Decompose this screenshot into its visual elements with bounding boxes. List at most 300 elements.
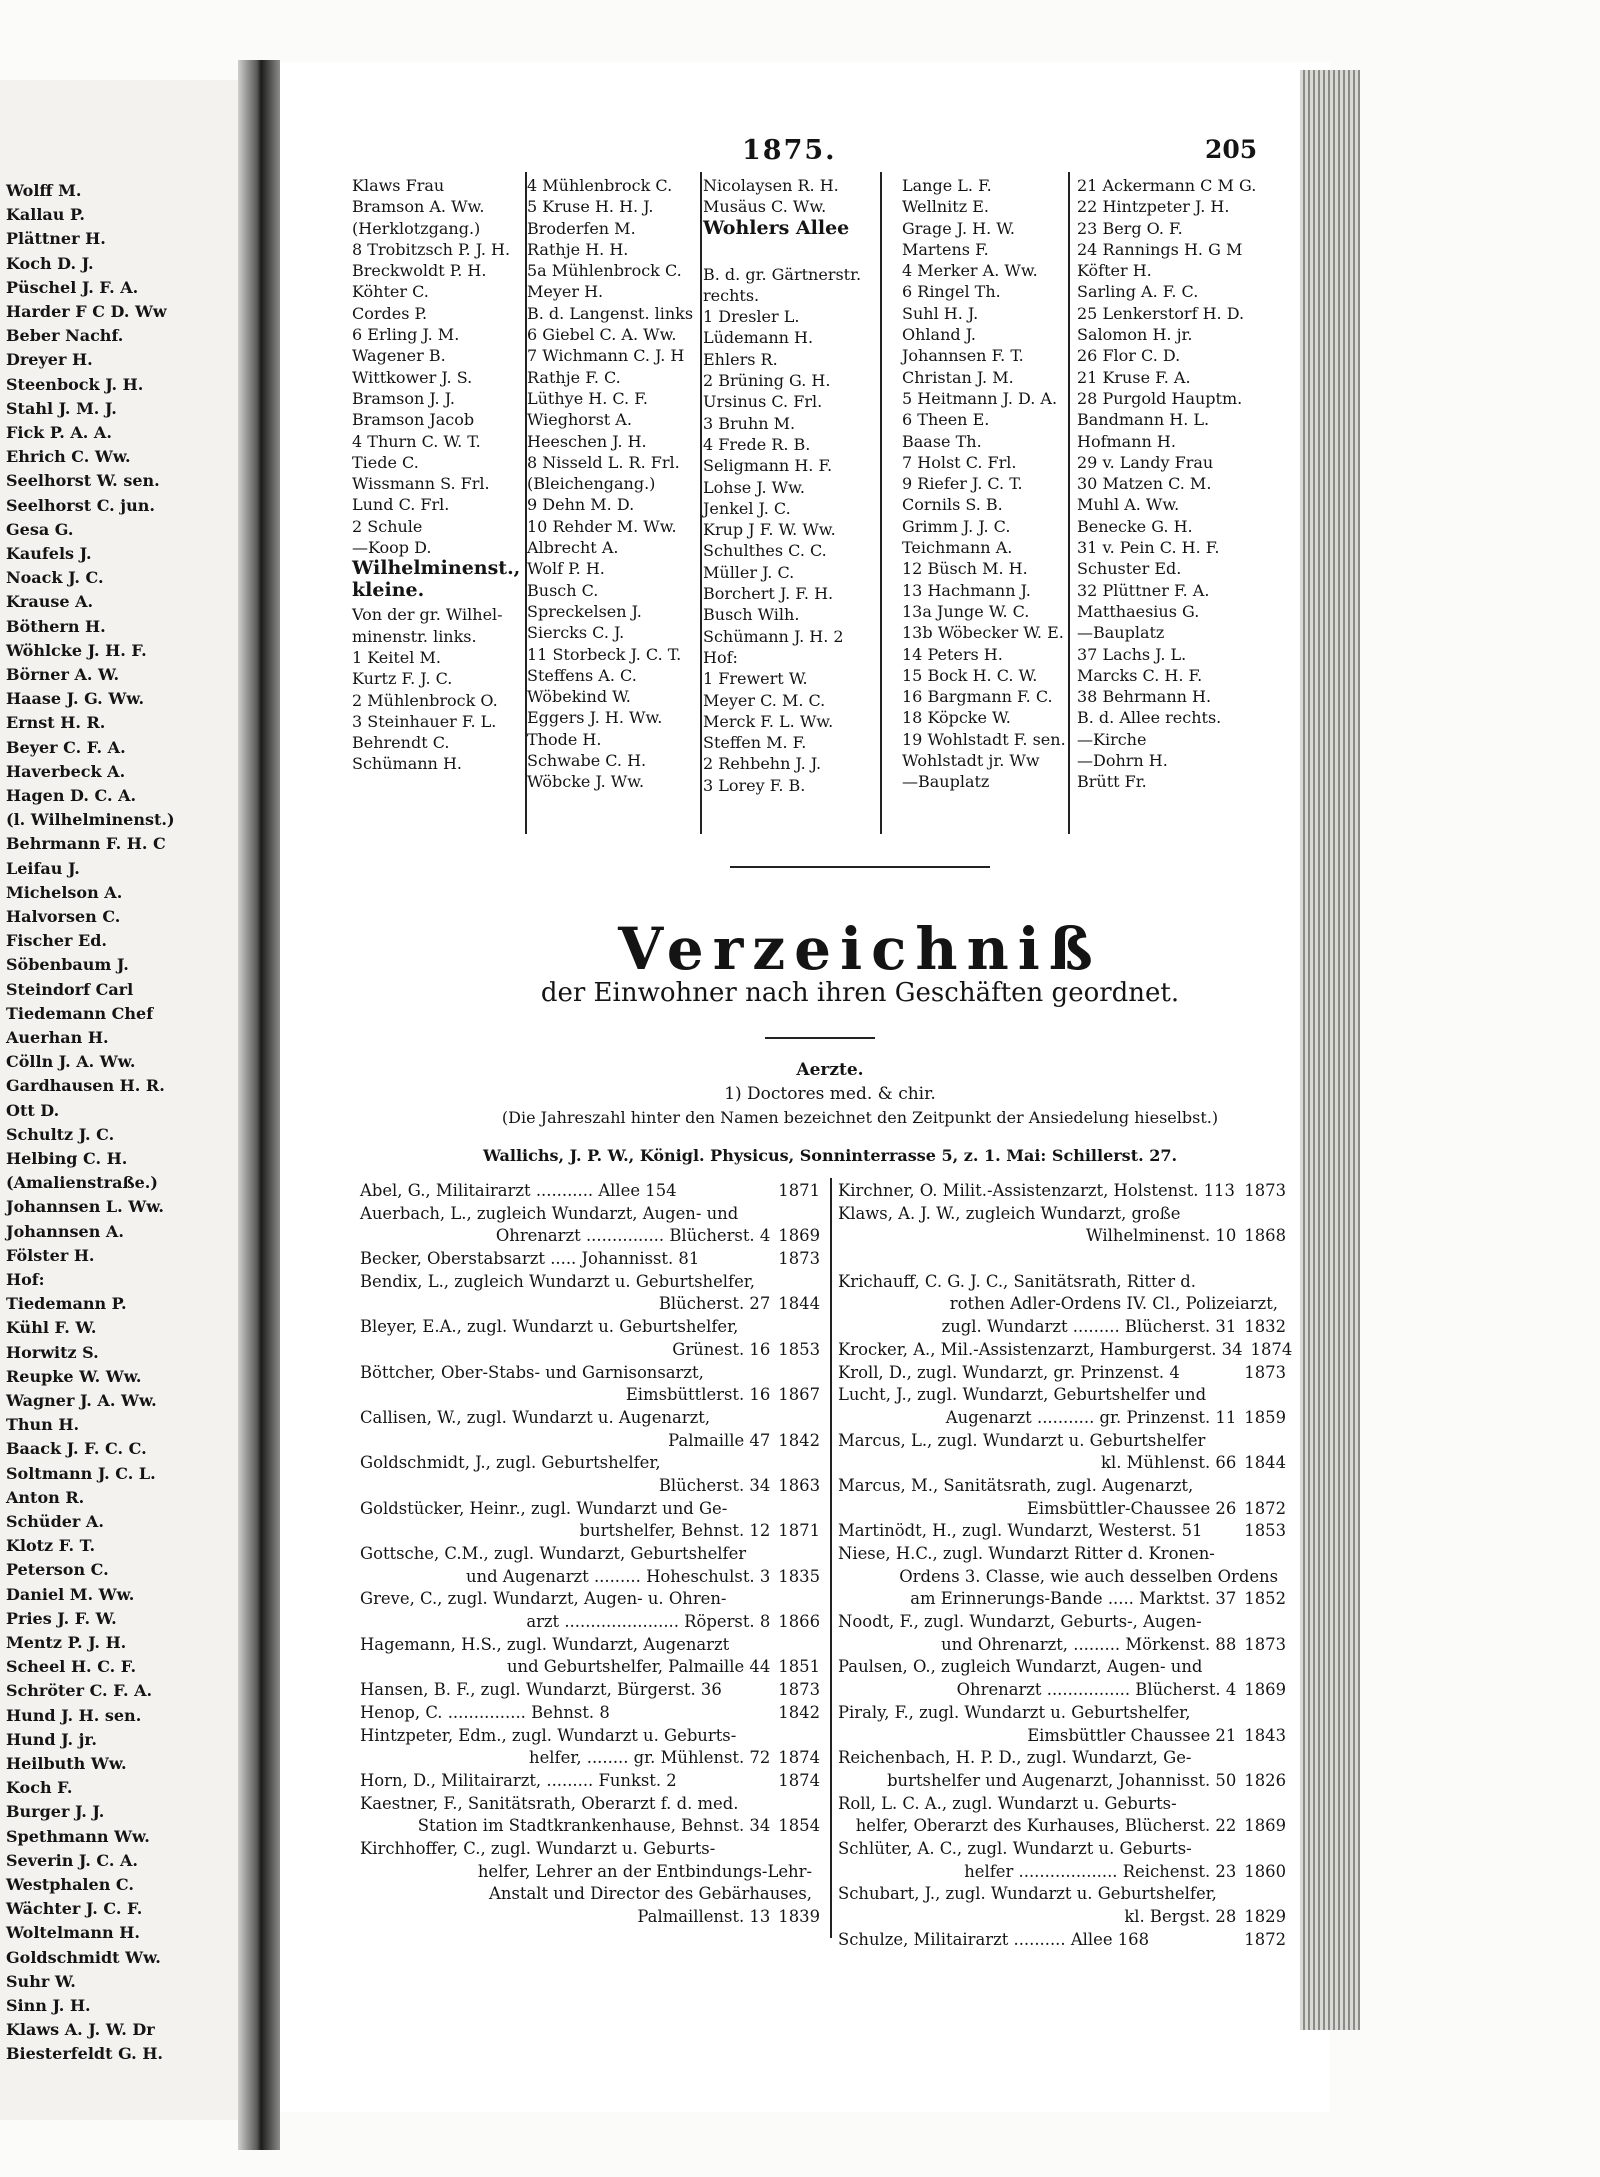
physician-entry-text: Schlüter, A. C., zugl. Wundarzt u. Geburts-: [838, 1838, 1192, 1858]
left-page-line: Leifau J.: [6, 858, 80, 878]
page-year: 1875.: [742, 135, 837, 166]
physician-entry-text: Böttcher, Ober-Stabs- und Garnisonsarzt,: [360, 1362, 704, 1382]
left-page-line: Schultz J. C.: [6, 1124, 115, 1144]
resident-entry: Wieghorst A.: [527, 410, 632, 430]
physician-entry: [838, 1271, 1286, 1294]
resident-entry: Marcks C. H. F.: [1077, 665, 1203, 685]
resident-entry: —Dohrn H.: [1077, 751, 1168, 771]
resident-entry: Seligmann H. F.: [703, 456, 833, 476]
left-page-line: Hagen D. C. A.: [6, 786, 137, 805]
left-page-line: Beyer C. F. A.: [6, 737, 126, 757]
physician-list-left: [360, 1180, 820, 1929]
resident-entry: Von der gr. Wilhel-: [352, 605, 503, 625]
physician-entry-text: Grünest. 16: [672, 1339, 771, 1359]
resident-entry: Hofmann H.: [1077, 431, 1176, 451]
physician-entry-text: helfer, Lehrer an der Entbindungs-Lehr-: [477, 1861, 812, 1881]
physician-entry: [838, 1498, 1286, 1521]
settlement-year: 1844: [1244, 1453, 1286, 1473]
resident-entry: Meyer C. M. C.: [703, 690, 826, 710]
physician-entry-text: Greve, C., zugl. Wundarzt, Augen- u. Ohren-: [360, 1589, 727, 1609]
left-page-line: Heilbuth Ww.: [6, 1754, 127, 1773]
physician-entry-text: Goldschmidt, J., zugl. Geburtshelfer,: [360, 1453, 661, 1473]
physician-entry-text: arzt ...................... Röperst. 8: [526, 1612, 771, 1632]
physician-entry: [360, 1520, 820, 1543]
physician-entry: [360, 1838, 820, 1861]
left-page-line: (Amalienstraße.): [6, 1173, 158, 1193]
resident-entry: 18 Köpcke W.: [902, 708, 1011, 728]
physician-entry: [360, 1248, 820, 1271]
left-page-line: Steenbock J. H.: [6, 374, 144, 394]
directory-column-4: [902, 175, 1066, 793]
physician-entry: [360, 1339, 820, 1362]
left-page-line: Pries J. F. W.: [6, 1608, 117, 1628]
settlement-year: 1874: [778, 1770, 820, 1790]
settlement-year: 1873: [1244, 1634, 1286, 1654]
resident-entry: Wellnitz E.: [902, 197, 989, 217]
resident-entry: Ursinus C. Frl.: [703, 392, 823, 412]
physician-entry-text: Hansen, B. F., zugl. Wundarzt, Bürgerst. 36: [360, 1680, 722, 1700]
left-page-line: Wöhlcke J. H. F.: [6, 640, 147, 660]
resident-entry: 6 Erling J. M.: [352, 325, 460, 345]
resident-entry: Schümann H.: [352, 754, 462, 774]
resident-entry: Benecke G. H.: [1077, 516, 1193, 536]
resident-entry: minenstr. links.: [352, 626, 477, 646]
resident-entry: Muhl A. Ww.: [1077, 495, 1180, 515]
physician-entry-text: am Erinnerungs-Bande ..... Marktst. 37: [910, 1589, 1237, 1609]
physician-entry: [838, 1725, 1286, 1748]
physician-entry: [360, 1384, 820, 1407]
physician-entry-text: Ordens 3. Classe, wie auch desselben Ordens: [899, 1566, 1278, 1586]
left-page-line: Severin J. C. A.: [6, 1850, 138, 1870]
resident-entry: Albrecht A.: [527, 538, 619, 558]
left-page-line: Fischer Ed.: [6, 931, 107, 951]
resident-entry: 2 Mühlenbrock O.: [352, 690, 498, 710]
directory-column-3: [703, 175, 868, 796]
physician-entry-text: burtshelfer, Behnst. 12: [579, 1521, 771, 1541]
left-page-line: Fölster H.: [6, 1245, 95, 1265]
settlement-year: 1871: [778, 1181, 820, 1200]
physician-entry: [838, 1634, 1286, 1657]
physician-entry-text: Station im Stadtkrankenhause, Behnst. 34: [417, 1816, 771, 1836]
physician-entry-text: helfer, Oberarzt des Kurhauses, Blücherst. 22: [855, 1816, 1237, 1836]
physician-entry-text: burtshelfer und Augenarzt, Johannisst. 50: [887, 1770, 1237, 1790]
resident-entry: Lange L. F.: [902, 176, 992, 195]
settlement-year: 1842: [778, 1702, 820, 1722]
resident-entry: 9 Riefer J. C. T.: [902, 474, 1023, 494]
resident-entry: 21 Kruse F. A.: [1077, 367, 1191, 387]
left-page-line: Auerhan H.: [6, 1028, 109, 1047]
directory-column-2: [527, 175, 693, 793]
resident-entry: —Bauplatz: [902, 772, 990, 792]
resident-entry: Martens F.: [902, 239, 989, 259]
left-page-line: Noack J. C.: [6, 568, 104, 588]
physician-entry-text: Marcus, M., Sanitätsrath, zugl. Augenarzt,: [838, 1475, 1194, 1495]
section-note: (Die Jahreszahl hinter den Namen bezeichnet den Zeitpunkt der Ansiedelung hieselbst.): [501, 1108, 1219, 1127]
resident-entry: 5 Kruse H. H. J.: [527, 197, 654, 217]
left-page-line: Ott D.: [6, 1100, 60, 1120]
resident-entry: 38 Behrmann H.: [1077, 687, 1212, 707]
resident-entry: Kurtz F. J. C.: [352, 669, 453, 689]
column-rule: [830, 1178, 832, 1938]
resident-entry: Schuster Ed.: [1077, 559, 1182, 579]
resident-entry: Spreckelsen J.: [527, 601, 642, 621]
resident-entry: Behrendt C.: [352, 733, 450, 753]
physician-entry-text: und Augenarzt ......... Hoheschulst. 3: [465, 1566, 771, 1586]
section-rule: [730, 866, 990, 868]
section-subheading: 1) Doctores med. & chir.: [724, 1084, 936, 1104]
left-page-line: Wächter J. C. F.: [6, 1899, 143, 1919]
physician-entry: [360, 1362, 820, 1385]
settlement-year: 1874: [778, 1748, 820, 1768]
resident-entry: Klaws Frau: [352, 176, 445, 195]
resident-entry: 4 Thurn C. W. T.: [352, 431, 481, 451]
resident-entry: 19 Wohlstadt F. sen.: [902, 729, 1066, 749]
resident-entry: Köfter H.: [1077, 261, 1152, 281]
left-page-line: Seelhorst W. sen.: [6, 471, 160, 491]
resident-entry: Christan J. M.: [902, 367, 1014, 387]
physician-entry-text: Becker, Oberstabsarzt ..... Johannisst. 81: [360, 1249, 700, 1269]
physician-entry-text: Kirchhoffer, C., zugl. Wundarzt u. Geburts-: [360, 1838, 716, 1858]
physician-entry: [838, 1861, 1286, 1884]
physician-entry-text: Ohrenarzt ............... Blücherst. 4: [495, 1226, 771, 1246]
resident-entry: (Bleichengang.): [527, 474, 656, 494]
left-page-line: (l. Wilhelminenst.): [6, 810, 175, 830]
resident-entry: Köhter C.: [352, 282, 429, 302]
featured-entry: Wallichs, J. P. W., Königl. Physicus, Sonninterrasse 5, z. 1. Mai: Schillerst. 27.: [482, 1146, 1178, 1165]
resident-entry: 15 Bock H. C. W.: [902, 665, 1038, 685]
physician-entry: [360, 1793, 820, 1816]
resident-entry: Tiede C.: [352, 452, 419, 472]
resident-entry: 7 Holst C. Frl.: [902, 452, 1017, 472]
resident-entry: Steffens A. C.: [527, 665, 637, 685]
physician-entry: [360, 1203, 820, 1226]
settlement-year: 1873: [1244, 1181, 1286, 1200]
resident-entry: B. d. gr. Gärtnerstr.: [703, 264, 862, 284]
resident-entry: —Kirche: [1077, 729, 1147, 749]
resident-entry: Schwabe C. H.: [527, 751, 647, 771]
physician-entry-text: Hagemann, H.S., zugl. Wundarzt, Augenarzt: [360, 1634, 730, 1654]
physician-entry: [838, 1203, 1286, 1226]
resident-entry: 11 Storbeck J. C. T.: [527, 644, 682, 664]
left-page-line: Daniel M. Ww.: [6, 1584, 135, 1604]
physician-entry: [360, 1883, 820, 1906]
physician-entry: [838, 1838, 1286, 1861]
physician-entry: [838, 1293, 1286, 1316]
directory-column-5: [1077, 175, 1256, 793]
left-page-line: Beber Nachf.: [6, 326, 124, 346]
resident-entry: Nicolaysen R. H.: [703, 176, 839, 195]
physician-entry-text: helfer, ........ gr. Mühlenst. 72: [529, 1748, 771, 1768]
settlement-year: 1867: [778, 1385, 820, 1405]
left-page-line: Hund J. jr.: [6, 1729, 97, 1749]
physician-entry: [838, 1883, 1286, 1906]
left-page-line: Harder F C D. Ww: [6, 302, 167, 321]
left-page-line: Peterson C.: [6, 1560, 109, 1580]
physician-entry-text: Palmaille 47: [668, 1430, 771, 1450]
resident-entry: (Herklotzgang.): [352, 218, 481, 238]
physician-entry: [838, 1906, 1286, 1929]
left-page-line: Helbing C. H.: [6, 1149, 128, 1168]
left-page-line: Wolff M.: [6, 181, 82, 200]
physician-entry: [838, 1770, 1286, 1793]
left-page-line: Halvorsen C.: [6, 907, 121, 926]
physician-entry: [838, 1407, 1286, 1430]
resident-entry: 3 Steinhauer F. L.: [352, 711, 497, 731]
resident-entry: Jenkel J. C.: [703, 498, 791, 518]
resident-entry: 8 Nisseld L. R. Frl.: [527, 452, 680, 472]
left-page-line: Kallau P.: [6, 205, 85, 225]
settlement-year: 1844: [778, 1294, 820, 1314]
resident-entry: Wissmann S. Frl.: [352, 474, 490, 494]
settlement-year: 1839: [778, 1907, 820, 1926]
column-rule: [525, 172, 527, 834]
settlement-year: 1826: [1244, 1770, 1286, 1790]
resident-entry: Schümann J. H. 2: [703, 626, 844, 646]
settlement-year: 1873: [778, 1249, 820, 1269]
physician-entry: [838, 1180, 1286, 1203]
title-rule: [765, 1037, 875, 1039]
resident-entry: 25 Lenkerstorf H. D.: [1077, 303, 1245, 323]
physician-entry-text: Auerbach, L., zugleich Wundarzt, Augen- und: [360, 1203, 739, 1223]
left-page-line: Spethmann Ww.: [6, 1826, 150, 1846]
physician-entry: [360, 1316, 820, 1339]
physician-entry: [360, 1815, 820, 1838]
resident-entry: Grimm J. J. C.: [902, 516, 1011, 536]
resident-entry: Steffen M. F.: [703, 733, 807, 753]
resident-entry: Wittkower J. S.: [352, 367, 473, 387]
resident-entry: 28 Purgold Hauptm.: [1077, 388, 1243, 408]
resident-entry: 6 Theen E.: [902, 410, 990, 430]
physician-entry: [360, 1566, 820, 1589]
directory-column-1: [352, 175, 521, 775]
left-page-line: Cölln J. A. Ww.: [6, 1052, 136, 1072]
street-heading: Wilhelminenst., kleine.: [352, 557, 521, 601]
resident-entry: 24 Rannings H. G M: [1077, 239, 1243, 259]
physician-entry-text: Gottsche, C.M., zugl. Wundarzt, Geburtshelfer: [360, 1544, 747, 1563]
section-heading: Aerzte.: [796, 1060, 864, 1080]
resident-entry: 1 Frewert W.: [703, 669, 808, 689]
physician-entry: [838, 1452, 1286, 1475]
left-page-line: Behrmann F. H. C: [6, 834, 166, 854]
physician-entry-text: Wilhelminenst. 10: [1085, 1226, 1237, 1246]
left-page-line: Reupke W. Ww.: [6, 1366, 142, 1386]
column-rule: [880, 172, 882, 834]
left-page-line: Mentz P. J. H.: [6, 1633, 127, 1652]
physician-entry: [838, 1384, 1286, 1407]
physician-entry-text: Callisen, W., zugl. Wundarzt u. Augenarzt,: [360, 1407, 711, 1427]
physician-entry: [360, 1293, 820, 1316]
left-page: [0, 80, 255, 2120]
page-subtitle: der Einwohner nach ihren Geschäften geordnet.: [540, 978, 1180, 1008]
physician-entry-text: Eimsbüttlerst. 16: [625, 1385, 771, 1405]
physician-entry: [838, 1430, 1286, 1453]
resident-entry: 32 Plüttner F. A.: [1077, 580, 1210, 600]
left-page-line: Klaws A. J. W. Dr: [6, 2020, 155, 2040]
resident-entry: 3 Bruhn M.: [703, 413, 796, 433]
physician-entry-text: Hintzpeter, Edm., zugl. Wundarzt u. Geburts-: [360, 1725, 737, 1745]
physician-entry: [360, 1634, 820, 1657]
resident-entry: 30 Matzen C. M.: [1077, 474, 1212, 494]
resident-entry: Matthaesius G.: [1077, 601, 1200, 621]
resident-entry: 4 Mühlenbrock C.: [527, 176, 673, 195]
physician-entry-text: Reichenbach, H. P. D., zugl. Wundarzt, Ge-: [838, 1748, 1192, 1768]
physician-entry-text: Anstalt und Director des Gebärhauses,: [489, 1884, 812, 1904]
left-page-line: Baack J. F. C. C.: [6, 1439, 147, 1459]
resident-entry: 9 Dehn M. D.: [527, 495, 635, 515]
resident-entry: Busch C.: [527, 580, 599, 600]
physician-entry-text: Lucht, J., zugl. Wundarzt, Geburtshelfer und: [838, 1385, 1207, 1405]
left-page-line: Böthern H.: [6, 616, 106, 636]
left-page-line: Plättner H.: [6, 229, 106, 249]
resident-entry: Meyer H.: [527, 282, 604, 302]
left-page-line: Ernst H. R.: [6, 713, 106, 733]
physician-entry: [360, 1702, 820, 1725]
left-page-line: Westphalen C.: [6, 1875, 134, 1894]
physician-entry-text: kl. Mühlenst. 66: [1101, 1453, 1237, 1473]
left-page-line: Kühl F. W.: [6, 1318, 97, 1338]
left-page-line: Suhr W.: [6, 1971, 76, 1991]
resident-entry: 21 Ackermann C M G.: [1077, 176, 1257, 195]
physician-list-right: [838, 1180, 1293, 1951]
resident-entry: Wöbekind W.: [527, 687, 631, 707]
settlement-year: 1832: [1244, 1317, 1286, 1337]
physician-entry: [838, 1339, 1293, 1362]
left-page-line: Püschel J. F. A.: [6, 277, 139, 297]
physician-entry-text: Augenarzt ........... gr. Prinzenst. 11: [945, 1407, 1237, 1427]
left-page-line: Johannsen A.: [6, 1221, 124, 1241]
physician-entry: [838, 1225, 1286, 1248]
resident-entry: Bandmann H. L.: [1077, 410, 1210, 430]
resident-entry: Thode H.: [527, 729, 602, 749]
resident-entry: 2 Brüning G. H.: [703, 371, 831, 391]
physician-entry-text: Martinödt, H., zugl. Wundarzt, Westerst. 51: [838, 1521, 1203, 1541]
left-page-line: Burger J. J.: [6, 1802, 105, 1822]
settlement-year: 1854: [778, 1816, 820, 1836]
settlement-year: 1829: [1244, 1907, 1286, 1926]
physician-entry: [360, 1679, 820, 1702]
resident-entry: 2 Rehbehn J. J.: [703, 754, 822, 774]
physician-entry-text: Goldstücker, Heinr., zugl. Wundarzt und Ge-: [360, 1498, 728, 1518]
physician-entry: [838, 1679, 1286, 1702]
physician-entry: [360, 1225, 820, 1248]
left-page-line: Haase J. G. Ww.: [6, 689, 145, 709]
resident-entry: Bramson J. J.: [352, 388, 455, 408]
resident-entry: Johannsen F. T.: [902, 346, 1024, 366]
book-gutter: [238, 60, 280, 2150]
settlement-year: 1869: [1244, 1680, 1286, 1700]
resident-entry: Heeschen J. H.: [527, 431, 647, 451]
physician-entry-text: Paulsen, O., zugleich Wundarzt, Augen- und: [838, 1657, 1203, 1677]
physician-entry-text: helfer ................... Reichenst. 23: [964, 1861, 1237, 1881]
physician-entry-text: Roll, L. C. A., zugl. Wundarzt u. Geburts-: [838, 1793, 1177, 1813]
resident-entry: Schulthes C. C.: [703, 541, 827, 561]
resident-entry: 6 Ringel Th.: [902, 282, 1001, 302]
physician-entry-text: Krichauff, C. G. J. C., Sanitätsrath, Ritter d.: [838, 1271, 1197, 1291]
resident-entry: Hof:: [703, 647, 738, 667]
resident-entry: Baase Th.: [902, 431, 982, 451]
resident-entry: Ehlers R.: [703, 349, 778, 369]
resident-entry: B. d. Langenst. links: [527, 303, 694, 323]
physician-entry-text: Schubart, J., zugl. Wundarzt u. Geburtshelfer,: [838, 1884, 1217, 1904]
physician-entry-text: und Ohrenarzt, ......... Mörkenst. 88: [941, 1634, 1237, 1654]
resident-entry: Rathje F. C.: [527, 367, 621, 387]
settlement-year: 1863: [778, 1475, 820, 1495]
settlement-year: 1869: [1244, 1816, 1286, 1836]
left-page-line: Haverbeck A.: [6, 761, 126, 781]
resident-entry: Wöbcke J. Ww.: [527, 772, 645, 792]
physician-entry-text: Eimsbüttler-Chaussee 26: [1026, 1498, 1237, 1518]
physician-entry-text: Klaws, A. J. W., zugleich Wundarzt, große: [838, 1203, 1181, 1223]
physician-entry-text: Kaestner, F., Sanitätsrath, Oberarzt f. d. med.: [360, 1793, 739, 1813]
resident-entry: Sarling A. F. C.: [1077, 282, 1199, 302]
resident-entry: Brütt Fr.: [1077, 772, 1147, 792]
resident-entry: Salomon H. jr.: [1077, 325, 1193, 345]
settlement-year: 1842: [778, 1430, 820, 1450]
physician-entry: [838, 1543, 1286, 1566]
settlement-year: 1873: [778, 1680, 820, 1700]
left-page-line: Klotz F. T.: [6, 1536, 96, 1556]
settlement-year: 1869: [778, 1226, 820, 1246]
resident-entry: 3 Lorey F. B.: [703, 775, 806, 795]
resident-entry: Grage J. H. W.: [902, 218, 1015, 238]
resident-entry: 13 Hachmann J.: [902, 580, 1031, 600]
physician-entry-text: Schulze, Militairarzt .......... Allee 168: [838, 1929, 1150, 1949]
physician-entry: [360, 1770, 820, 1793]
left-page-line: Fick P. A. A.: [6, 423, 112, 442]
resident-entry: —Koop D.: [352, 538, 432, 558]
resident-entry: Cornils S. B.: [902, 495, 1003, 515]
resident-entry: Rathje H. H.: [527, 239, 629, 259]
left-page-line: Soltmann J. C. L.: [6, 1463, 156, 1483]
left-page-line: Kaufels J.: [6, 544, 92, 563]
physician-entry: [838, 1747, 1286, 1770]
physician-entry-text: Piraly, F., zugl. Wundarzt u. Geburtshelfer,: [838, 1702, 1191, 1722]
left-page-line: Schröter C. F. A.: [6, 1681, 153, 1701]
physician-entry-text: Bendix, L., zugleich Wundarzt u. Geburtshelfer,: [360, 1271, 756, 1291]
left-page-line: Gardhausen H. R.: [6, 1076, 165, 1096]
resident-entry: Teichmann A.: [902, 538, 1013, 558]
resident-entry: 10 Rehder M. Ww.: [527, 516, 677, 536]
resident-entry: 26 Flor C. D.: [1077, 346, 1181, 366]
resident-entry: Siercks C. J.: [527, 623, 625, 643]
page-number: 205: [1205, 135, 1258, 164]
resident-entry: 14 Peters H.: [902, 644, 1003, 664]
settlement-year: 1853: [778, 1339, 820, 1359]
resident-entry: 12 Büsch M. H.: [902, 559, 1028, 579]
page-edges: [1300, 70, 1360, 2030]
resident-entry: Wohlstadt jr. Ww: [902, 751, 1040, 771]
physician-entry: [360, 1588, 820, 1611]
left-page-line: Gesa G.: [6, 519, 74, 539]
physician-entry: [838, 1656, 1286, 1679]
left-page-line: Dreyer H.: [6, 350, 93, 370]
physician-entry-text: Bleyer, E.A., zugl. Wundarzt u. Geburtshelfer,: [360, 1317, 739, 1337]
resident-entry: Bramson A. Ww.: [352, 197, 485, 217]
settlement-year: 1874: [1250, 1339, 1293, 1359]
resident-entry: 22 Hintzpeter J. H.: [1077, 197, 1230, 217]
physician-entry-text: Blücherst. 27: [658, 1294, 771, 1314]
resident-entry: 31 v. Pein C. H. F.: [1077, 538, 1220, 558]
settlement-year: 1835: [778, 1566, 820, 1586]
physician-entry: [360, 1747, 820, 1770]
left-page-line: Ehrich C. Ww.: [6, 447, 131, 467]
left-page-line: Söbenbaum J.: [6, 955, 129, 975]
physician-entry: [360, 1725, 820, 1748]
physician-entry: [838, 1520, 1286, 1543]
physician-entry-text: rothen Adler-Ordens IV. Cl., Polizeiarzt,: [949, 1294, 1278, 1314]
resident-entry: 7 Wichmann C. J. H: [527, 346, 685, 366]
resident-entry: 1 Keitel M.: [352, 647, 441, 667]
